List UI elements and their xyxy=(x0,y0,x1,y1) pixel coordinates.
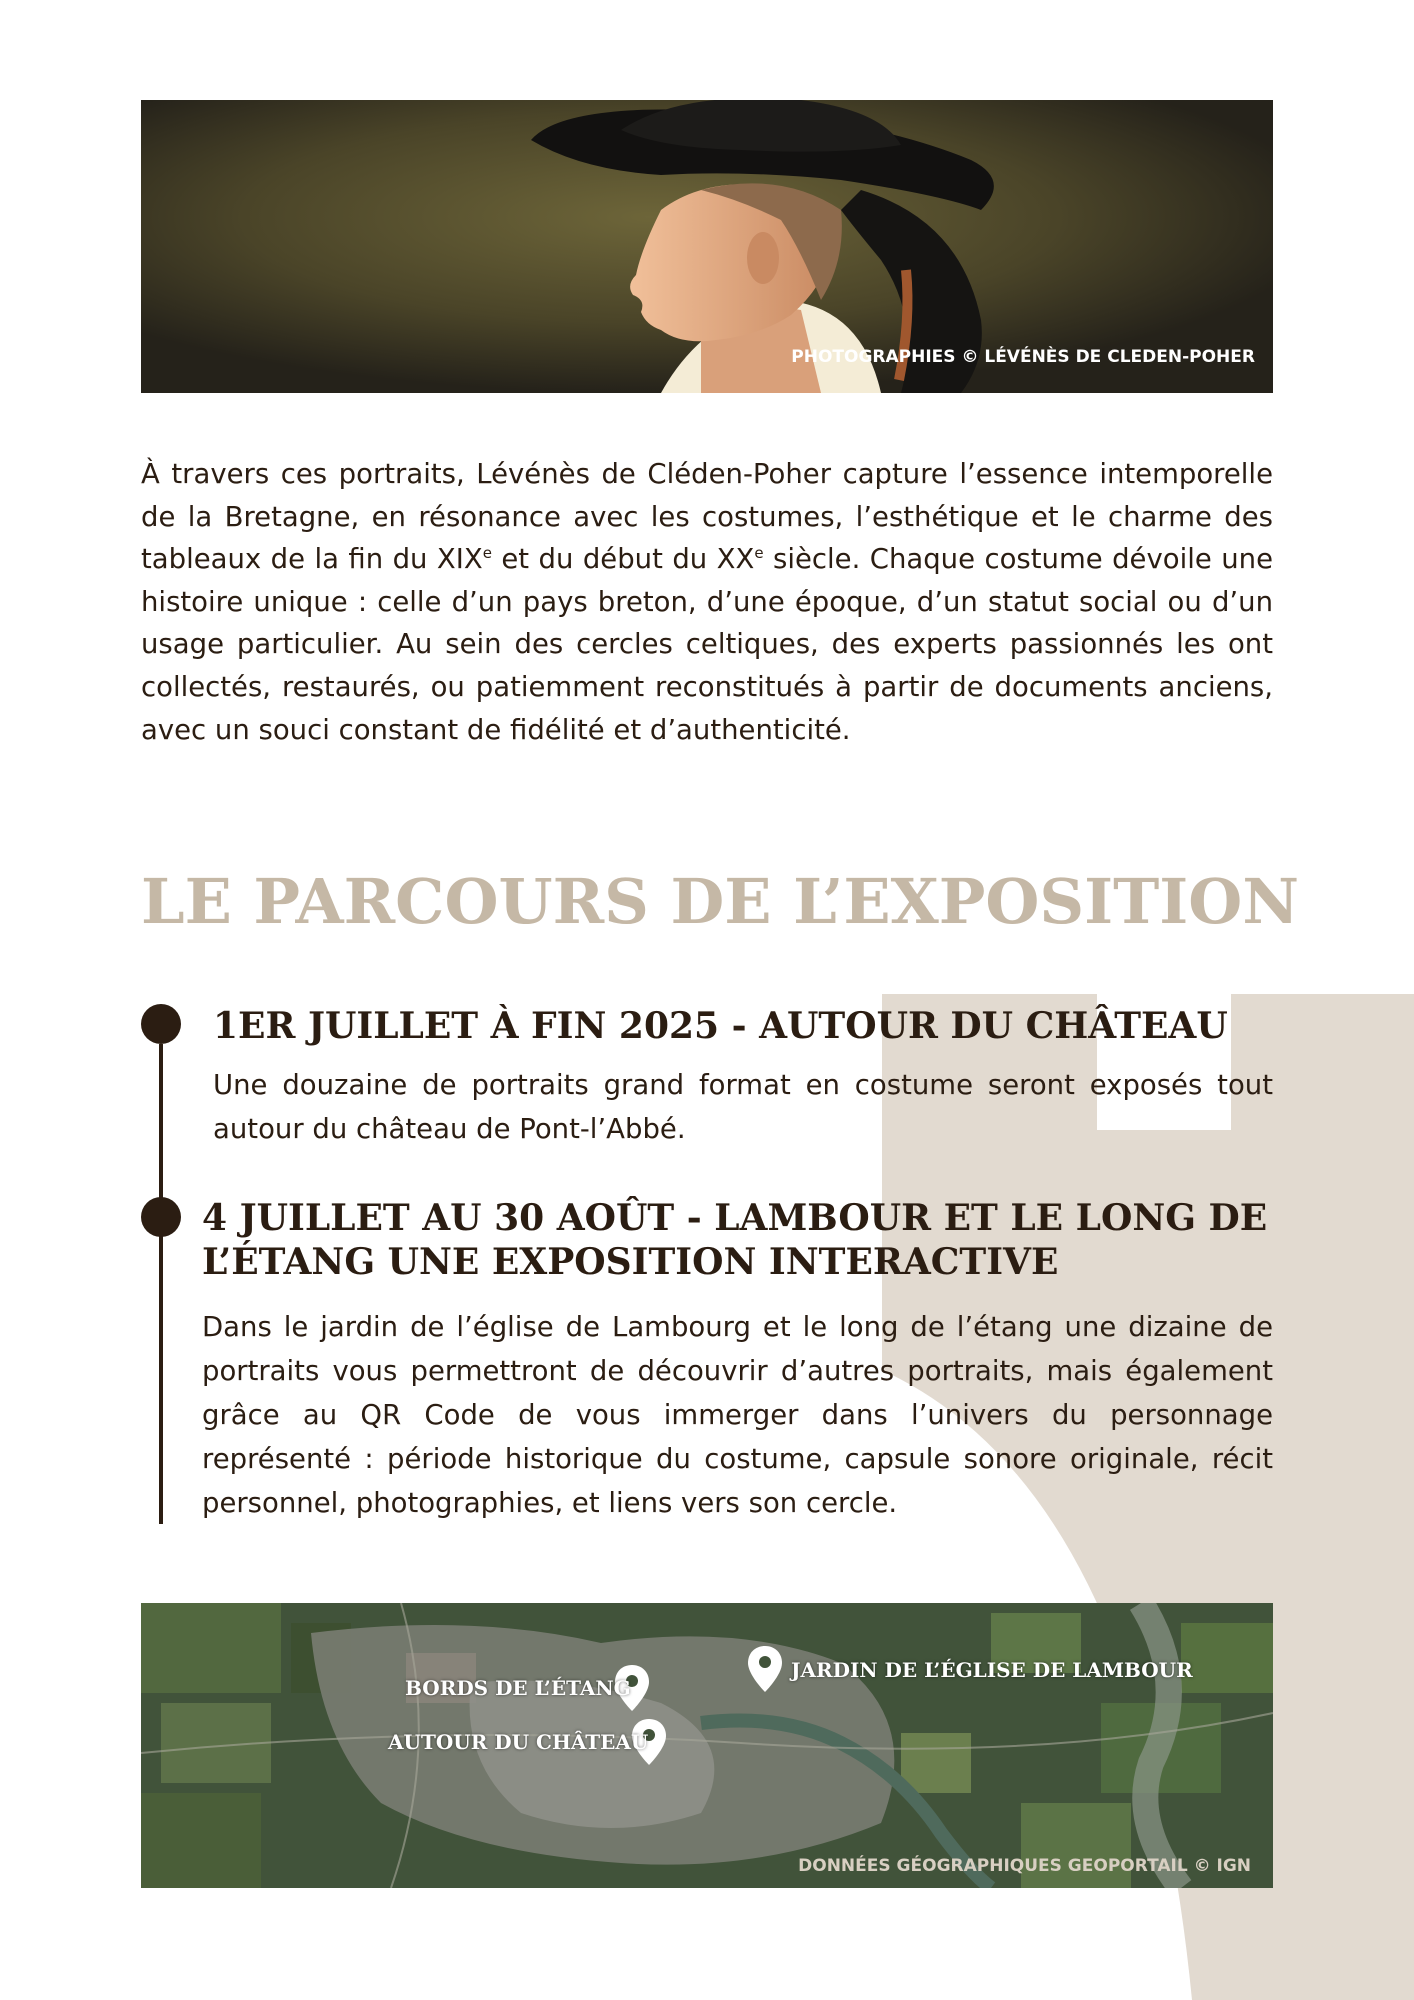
intro-text-2: et du début du XX xyxy=(491,543,755,576)
satellite-map-illustration xyxy=(141,1603,1273,1888)
superscript-e: e xyxy=(482,544,492,563)
timeline-dot xyxy=(141,1197,181,1237)
superscript-e: e xyxy=(754,544,764,563)
section-title: LE PARCOURS DE L’EXPOSITION xyxy=(141,865,1299,938)
map-label-etang: BORDS DE L’ÉTANG xyxy=(405,1676,631,1700)
map-label-lambour: JARDIN DE L’ÉGLISE DE LAMBOUR xyxy=(791,1658,1193,1682)
step-1-text: Une douzaine de portraits grand format en costume seront exposés tout autour du château de Pont-l’Abbé. xyxy=(213,1069,1273,1145)
map-label-chateau: AUTOUR DU CHÂTEAU xyxy=(388,1730,649,1754)
step-1-title: 1ER JUILLET À FIN 2025 - AUTOUR DU CHÂTEAU xyxy=(213,1005,1228,1047)
step-2-title: 4 JUILLET AU 30 AOÛT - LAMBOUR ET LE LONG DE L’ÉTANG UNE EXPOSITION INTERACTIVE xyxy=(202,1197,1268,1283)
hero-photo xyxy=(141,100,1273,393)
photo-credit: PHOTOGRAPHIES © LÉVÉNÈS DE CLEDEN-POHER xyxy=(791,347,1255,367)
intro-text-3: siècle. Chaque costume dévoile une histoire unique : celle d’un pays breton, d’une époque, d’un statut social ou d’un usage particulier. Au sein des cercles celtiques, des experts passionnés les ont collectés, restaurés, ou patiemment reconstitués à partir de documents anciens, avec un souci constant de fidélité et d’authenticité. xyxy=(141,543,1273,746)
map-pin-icon[interactable] xyxy=(748,1646,782,1692)
location-map xyxy=(141,1603,1273,1888)
step-2-text: Dans le jardin de l’église de Lambourg et le long de l’étang une dizaine de portraits vous permettront de découvrir d’autres portraits, mais également grâce au QR Code de vous immerger dans l’univers du personnage représenté : période historique du costume, capsule sonore originale, récit personnel, photographies, et liens vers son cercle. xyxy=(202,1311,1273,1519)
map-credit: DONNÉES GÉOGRAPHIQUES GEOPORTAIL © IGN xyxy=(798,1856,1251,1876)
timeline-dot xyxy=(141,1004,181,1044)
intro-text-1: À travers ces portraits, Lévénès de Cléden-Poher capture l’essence intemporelle de la Bretagne, en résonance avec les costumes, l’esthétique et le charme des tableaux de la fin du XIX xyxy=(141,458,1273,576)
intro-paragraph xyxy=(141,453,1273,751)
timeline-line xyxy=(159,1044,163,1524)
